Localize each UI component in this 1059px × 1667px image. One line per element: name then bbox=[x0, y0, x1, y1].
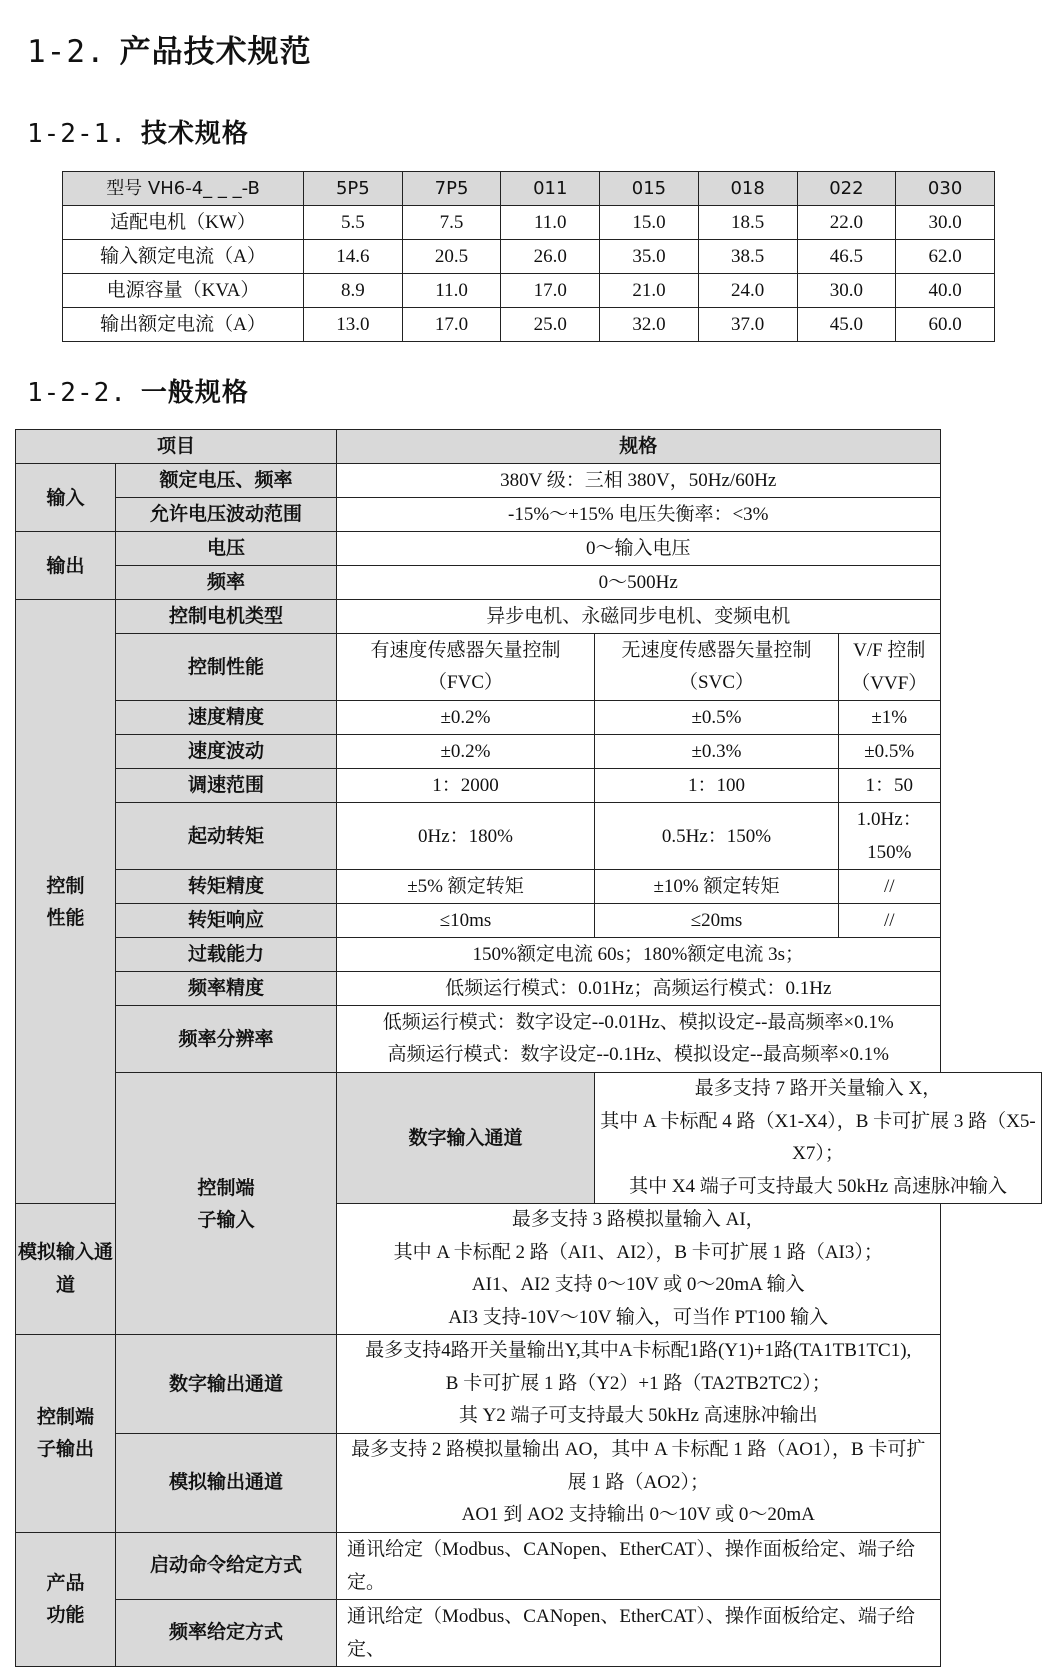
table-row bbox=[16, 1434, 1042, 1533]
row-value: 最多支持 3 路模拟量输入 AI， 其中 A 卡标配 2 路（AI1、AI2），B 卡可扩展 1 路（AI3）； AI1、AI2 支持 0～10V 或 0～20mA 输入 AI3 支持-10V～10V 输入，可当作 PT100 输入 bbox=[337, 1204, 940, 1335]
section-heading-general-spec: 1-2-2. 一般规格 bbox=[27, 378, 249, 408]
table-cell: 25.0 bbox=[501, 308, 600, 342]
table-row bbox=[16, 904, 1042, 938]
header-cell: 015 bbox=[600, 172, 699, 206]
table-cell: 5.5 bbox=[304, 206, 403, 240]
row-value: 0～500Hz bbox=[337, 566, 940, 600]
row-label: 频率 bbox=[116, 566, 337, 600]
table-row bbox=[16, 566, 1042, 600]
table-cell: 46.5 bbox=[797, 240, 896, 274]
table-row bbox=[16, 634, 1042, 701]
row-value: 最多支持 2 路模拟量输出 AO，其中 A 卡标配 1 路（AO1），B 卡可扩 展 1 路（AO2）； AO1 到 AO2 支持输出 0～10V 或 0～20mA bbox=[337, 1434, 940, 1533]
row-label: 启动命令给定方式 bbox=[116, 1532, 337, 1599]
table-row bbox=[16, 1073, 1042, 1204]
table-cell: ≤10ms bbox=[337, 904, 595, 938]
group-label-output: 输出 bbox=[16, 532, 116, 600]
table-cell: 8.9 bbox=[304, 274, 403, 308]
row-label: 电压 bbox=[116, 532, 337, 566]
table-row bbox=[16, 972, 1042, 1006]
general-spec-table bbox=[15, 429, 1042, 1667]
table-row bbox=[16, 464, 1042, 498]
table-cell: 32.0 bbox=[600, 308, 699, 342]
group-label-terminal-output: 控制端 子输出 bbox=[16, 1335, 116, 1533]
table-cell: 17.0 bbox=[501, 274, 600, 308]
row-label: 频率给定方式 bbox=[116, 1599, 337, 1666]
table-cell: ±5% 额定转矩 bbox=[337, 870, 595, 904]
table-cell: 11.0 bbox=[402, 274, 501, 308]
table-cell: // bbox=[839, 870, 940, 904]
table-cell: 21.0 bbox=[600, 274, 699, 308]
header-cell: 022 bbox=[797, 172, 896, 206]
table-cell: 38.5 bbox=[698, 240, 797, 274]
header-cell-item: 项目 bbox=[16, 430, 337, 464]
table-cell: 1：50 bbox=[839, 769, 940, 803]
table-cell: 0Hz：180% bbox=[337, 803, 595, 870]
table-row bbox=[63, 206, 995, 240]
header-cell: 5P5 bbox=[304, 172, 403, 206]
table-row bbox=[16, 532, 1042, 566]
table-cell: ±0.5% bbox=[595, 701, 839, 735]
table-row bbox=[63, 308, 995, 342]
group-label-product-function: 产品 功能 bbox=[16, 1532, 116, 1666]
header-cell: 030 bbox=[896, 172, 995, 206]
group-label-control: 控制 性能 bbox=[16, 600, 116, 1204]
row-label: 频率精度 bbox=[116, 972, 337, 1006]
perf-svc: 无速度传感器矢量控制 （SVC） bbox=[595, 634, 839, 701]
header-cell: 011 bbox=[501, 172, 600, 206]
row-label: 控制性能 bbox=[116, 634, 337, 701]
table-cell: 11.0 bbox=[501, 206, 600, 240]
table-cell: 18.5 bbox=[698, 206, 797, 240]
table-cell: ≤20ms bbox=[595, 904, 839, 938]
table-header-row bbox=[63, 172, 995, 206]
table-cell: 40.0 bbox=[896, 274, 995, 308]
table-cell: 15.0 bbox=[600, 206, 699, 240]
table-cell: // bbox=[839, 904, 940, 938]
row-value: 380V 级：三相 380V，50Hz/60Hz bbox=[337, 464, 940, 498]
row-label: 转矩响应 bbox=[116, 904, 337, 938]
row-label: 适配电机（KW） bbox=[63, 206, 304, 240]
row-label: 速度精度 bbox=[116, 701, 337, 735]
perf-fvc: 有速度传感器矢量控制 （FVC） bbox=[337, 634, 595, 701]
table-row bbox=[16, 600, 1042, 634]
row-label: 过载能力 bbox=[116, 938, 337, 972]
row-label: 额定电压、频率 bbox=[116, 464, 337, 498]
table-row bbox=[16, 1006, 1042, 1073]
table-cell: 62.0 bbox=[896, 240, 995, 274]
header-cell: 018 bbox=[698, 172, 797, 206]
table-row bbox=[16, 938, 1042, 972]
row-label: 允许电压波动范围 bbox=[116, 498, 337, 532]
table-cell: 60.0 bbox=[896, 308, 995, 342]
table-cell: 45.0 bbox=[797, 308, 896, 342]
table-row bbox=[16, 1532, 1042, 1599]
table-cell: 13.0 bbox=[304, 308, 403, 342]
table-cell: 26.0 bbox=[501, 240, 600, 274]
row-label: 起动转矩 bbox=[116, 803, 337, 870]
row-value: 通讯给定（Modbus、CANopen、EtherCAT）、操作面板给定、端子给定、 bbox=[337, 1599, 940, 1666]
row-label: 模拟输出通道 bbox=[116, 1434, 337, 1533]
table-cell: ±1% bbox=[839, 701, 940, 735]
header-cell: 7P5 bbox=[402, 172, 501, 206]
row-label: 数字输出通道 bbox=[116, 1335, 337, 1434]
table-cell: 24.0 bbox=[698, 274, 797, 308]
table-row bbox=[16, 769, 1042, 803]
table-cell: 30.0 bbox=[797, 274, 896, 308]
table-cell: 35.0 bbox=[600, 240, 699, 274]
row-label: 调速范围 bbox=[116, 769, 337, 803]
table-cell: 1：100 bbox=[595, 769, 839, 803]
table-cell: ±0.3% bbox=[595, 735, 839, 769]
table-cell: 20.5 bbox=[402, 240, 501, 274]
table-header-row bbox=[16, 430, 1042, 464]
tech-spec-table bbox=[62, 171, 995, 342]
row-label: 输入额定电流（A） bbox=[63, 240, 304, 274]
row-label: 模拟输入通道 bbox=[16, 1204, 116, 1335]
table-row bbox=[16, 1335, 1042, 1434]
table-row bbox=[16, 803, 1042, 870]
row-label: 频率分辨率 bbox=[116, 1006, 337, 1073]
row-value: 异步电机、永磁同步电机、变频电机 bbox=[337, 600, 940, 634]
table-cell: 30.0 bbox=[896, 206, 995, 240]
table-cell: ±10% 额定转矩 bbox=[595, 870, 839, 904]
row-label: 控制电机类型 bbox=[116, 600, 337, 634]
row-value: 低频运行模式：0.01Hz；高频运行模式：0.1Hz bbox=[337, 972, 940, 1006]
row-value: 通讯给定（Modbus、CANopen、EtherCAT）、操作面板给定、端子给定。 bbox=[337, 1532, 940, 1599]
table-cell: ±0.2% bbox=[337, 735, 595, 769]
perf-vvf: V/F 控制（VVF） bbox=[839, 634, 940, 701]
row-value: 0～输入电压 bbox=[337, 532, 940, 566]
table-cell: 14.6 bbox=[304, 240, 403, 274]
table-cell: ±0.5% bbox=[839, 735, 940, 769]
table-row bbox=[16, 498, 1042, 532]
table-row bbox=[16, 1599, 1042, 1666]
page-title: 1-2. 产品技术规范 bbox=[27, 34, 312, 70]
row-value: 最多支持 7 路开关量输入 X， 其中 A 卡标配 4 路（X1-X4），B 卡可扩展 3 路（X5-X7）； 其中 X4 端子可支持最大 50kHz 高速脉冲输入 bbox=[595, 1073, 1042, 1204]
row-label: 转矩精度 bbox=[116, 870, 337, 904]
row-value: 最多支持4路开关量输出Y,其中A卡标配1路(Y1)+1路(TA1TB1TC1), B 卡可扩展 1 路（Y2）+1 路（TA2TB2TC2）； 其 Y2 端子可支持最大 50kHz 高速脉冲输出 bbox=[337, 1335, 940, 1434]
table-row bbox=[16, 701, 1042, 735]
table-cell: ±0.2% bbox=[337, 701, 595, 735]
row-value: 低频运行模式：数字设定--0.01Hz、模拟设定--最高频率×0.1% 高频运行模式：数字设定--0.1Hz、模拟设定--最高频率×0.1% bbox=[337, 1006, 940, 1073]
table-row bbox=[16, 870, 1042, 904]
table-row bbox=[63, 274, 995, 308]
group-label-input: 输入 bbox=[16, 464, 116, 532]
table-cell: 37.0 bbox=[698, 308, 797, 342]
header-cell-spec: 规格 bbox=[337, 430, 940, 464]
table-cell: 1.0Hz：150% bbox=[839, 803, 940, 870]
header-cell-model: 型号 VH6-4_ _ _-B bbox=[63, 172, 304, 206]
row-label: 输出额定电流（A） bbox=[63, 308, 304, 342]
group-label-terminal-input: 控制端 子输入 bbox=[116, 1073, 337, 1335]
row-label: 数字输入通道 bbox=[337, 1073, 595, 1204]
row-label: 速度波动 bbox=[116, 735, 337, 769]
table-cell: 0.5Hz：150% bbox=[595, 803, 839, 870]
row-value: -15%～+15% 电压失衡率：<3% bbox=[337, 498, 940, 532]
table-cell: 17.0 bbox=[402, 308, 501, 342]
section-heading-tech-spec: 1-2-1. 技术规格 bbox=[27, 119, 249, 149]
table-cell: 7.5 bbox=[402, 206, 501, 240]
table-cell: 1：2000 bbox=[337, 769, 595, 803]
table-row bbox=[63, 240, 995, 274]
table-row bbox=[16, 735, 1042, 769]
table-cell: 22.0 bbox=[797, 206, 896, 240]
row-label: 电源容量（KVA） bbox=[63, 274, 304, 308]
row-value: 150%额定电流 60s；180%额定电流 3s； bbox=[337, 938, 940, 972]
